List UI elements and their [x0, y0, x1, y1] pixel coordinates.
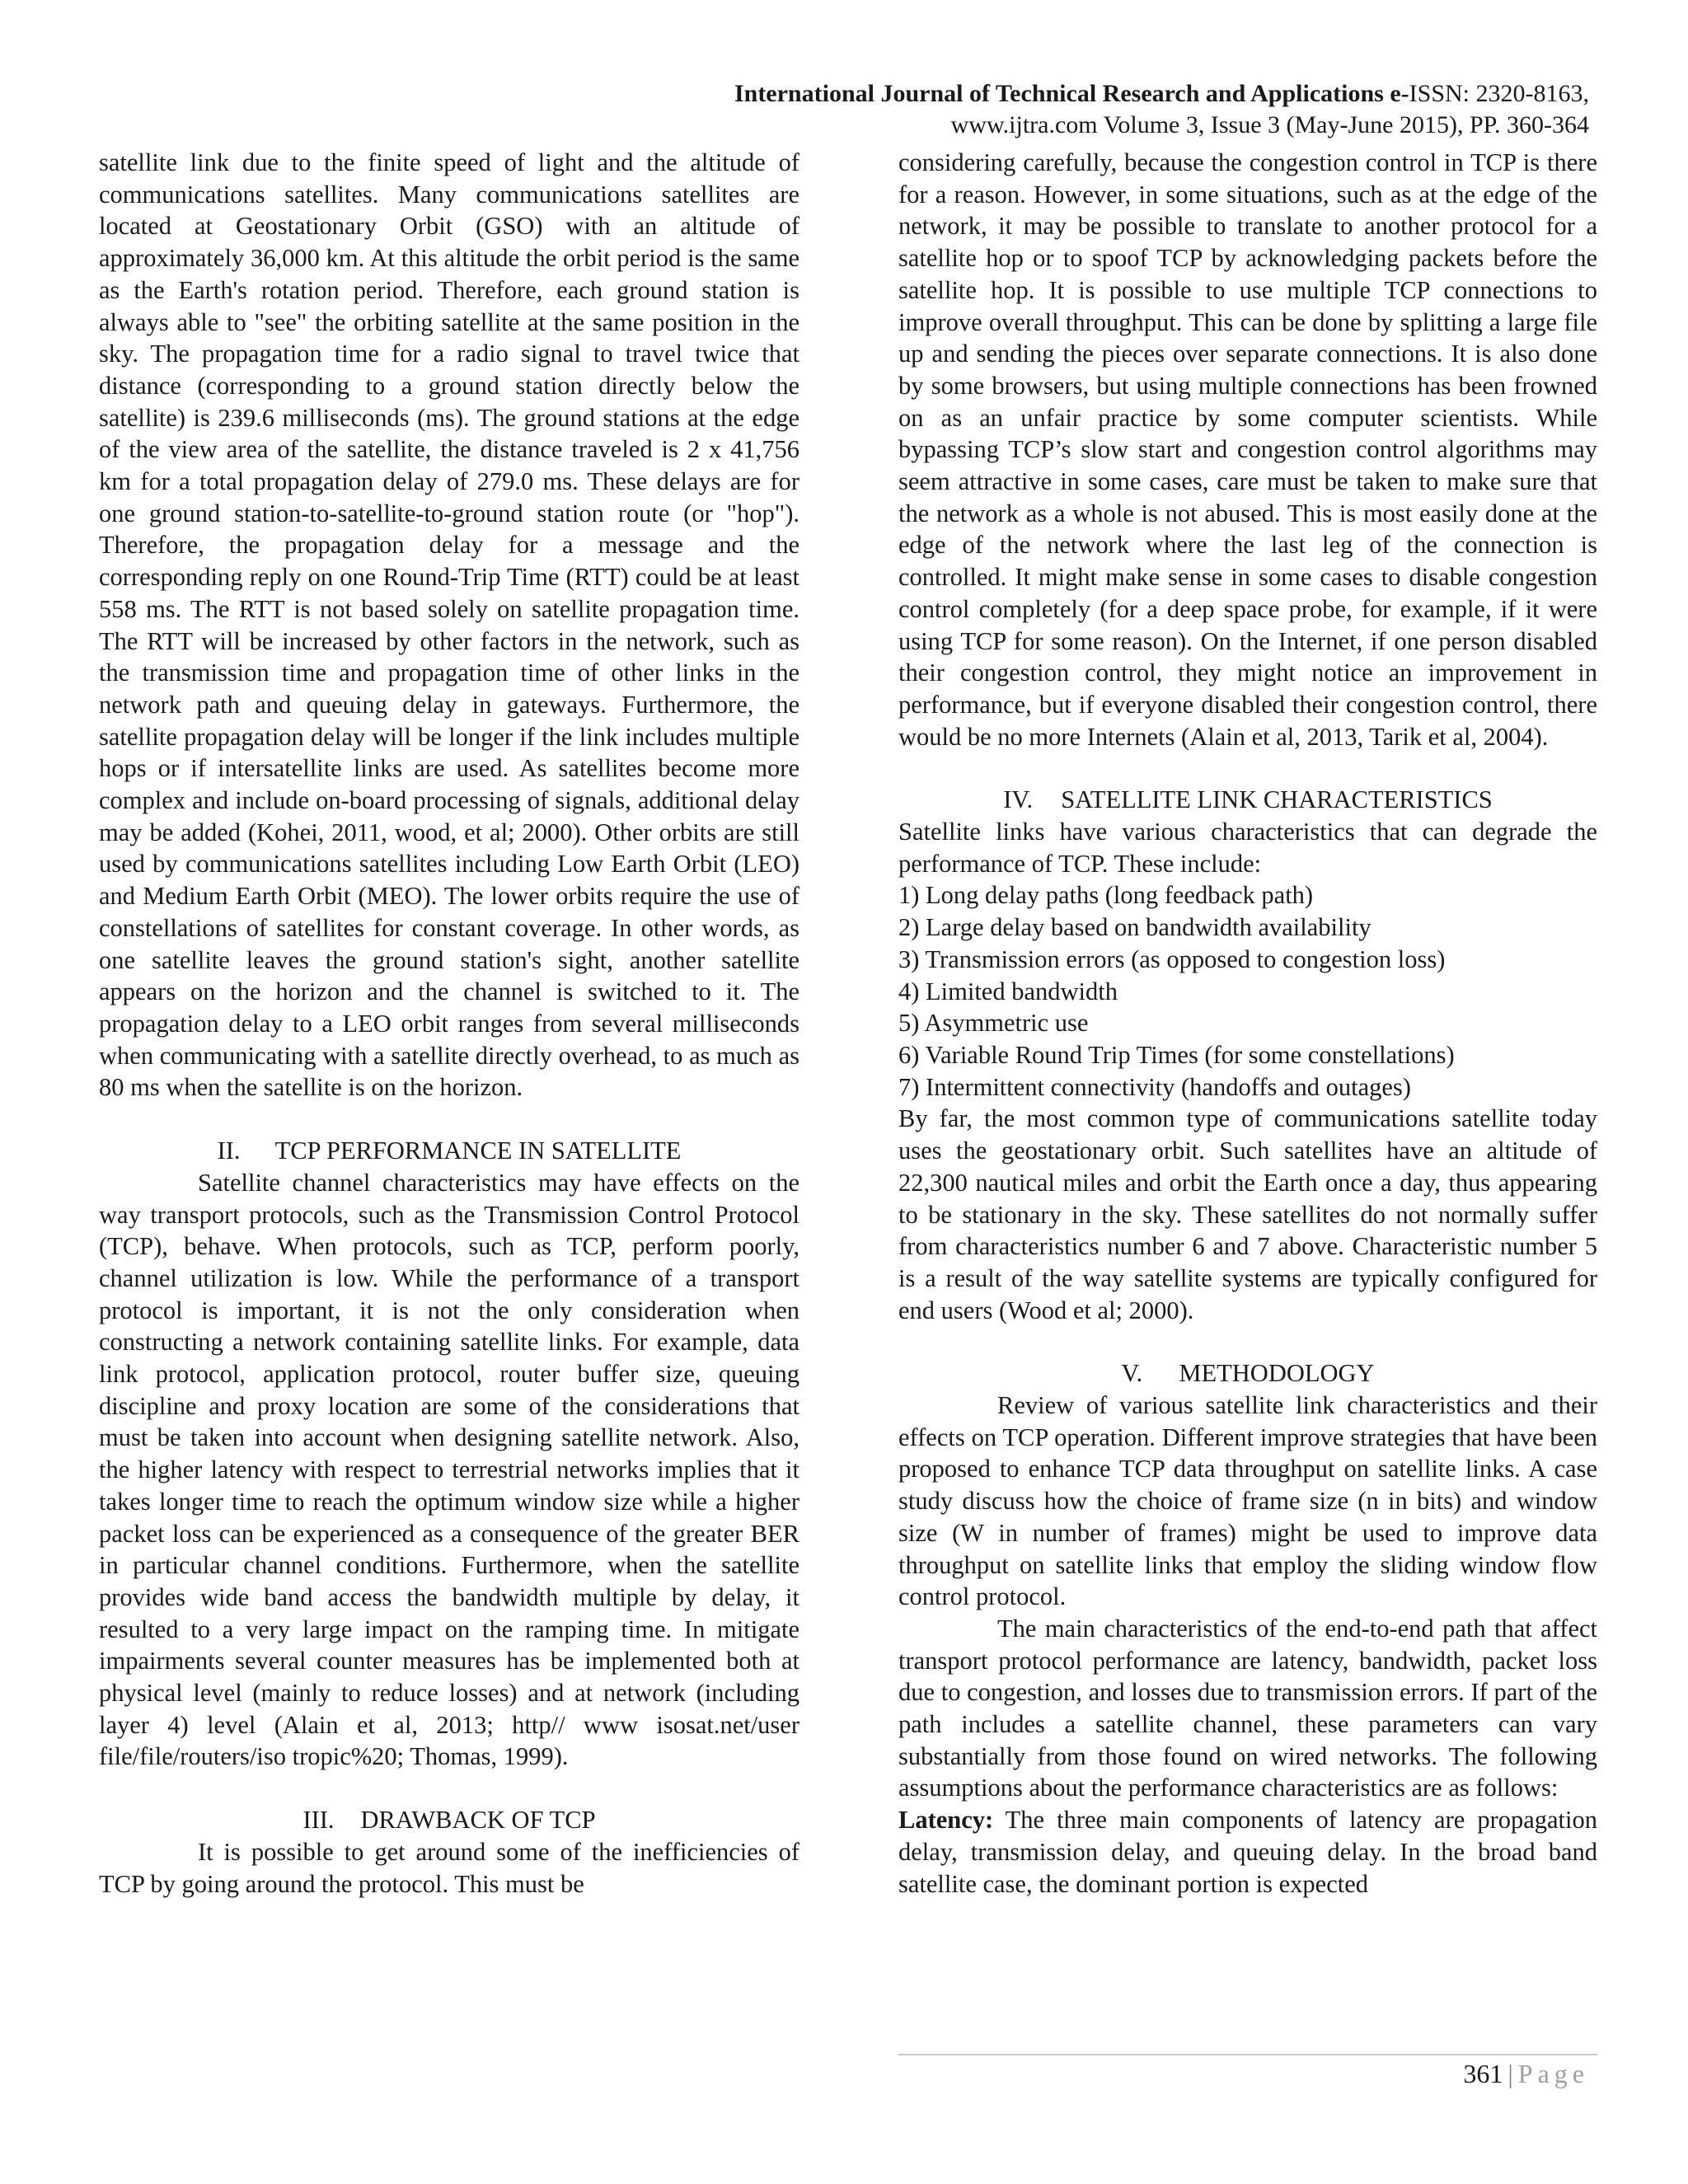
list-item: 6) Variable Round Trip Times (for some constellations)	[898, 1040, 1455, 1069]
latency-label: Latency:	[898, 1806, 994, 1835]
issn: ISSN: 2320-8163,	[1409, 80, 1589, 107]
section-heading-iv: IV. SATELLITE LINK CHARACTERISTICS	[1003, 785, 1493, 814]
characteristics-list	[898, 879, 1597, 1103]
paragraph: Satellite channel characteristics may have effects on the way transport protocols, such as the Transmission Control Protocol (TCP), behave. When protocols, such as TCP, perform poorly, channel utilization is low. While the performance of a transport protocol is important, it is not the only consideration when constructing a network containing satellite links. For example, data link protocol, application protocol, router buffer size, queuing discipline and proxy location are some of the considerations that must be taken into account when designing satellite network. Also, the higher latency with respect to terrestrial networks implies that it takes longer time to reach the optimum window size while a higher packet loss can be experienced as a consequence of the greater BER in particular channel conditions. Furthermore, when the satellite provides wide band access the bandwidth multiple by delay, it resulted to a very large impact on the ramping time. In mitigate impairments several counter measures has be implemented both at physical level (mainly to reduce losses) and at network (including layer 4) level (Alain et al, 2013; http// www isosat.net/user file/file/routers/iso tropic%20; Thomas, 1999).	[99, 1168, 799, 1771]
page-number: 361	[1463, 2059, 1503, 2088]
paragraph: Review of various satellite link characteristics and their effects on TCP operation. Different improve strategies that have been proposed to enhance TCP data throughput on satellite links. A case study discuss how the choice of frame size (n in bits) and window size (W in number of frames) might be used to improve data throughput on satellite links that employ the sliding window flow control protocol.	[898, 1391, 1597, 1611]
section-heading-ii: II. TCP PERFORMANCE IN SATELLITE	[217, 1137, 682, 1165]
section-heading-iii: III. DRAWBACK OF TCP	[302, 1806, 596, 1835]
paragraph-latency: Latency: The three main components of latency are propagation delay, transmission delay, and queuing delay. In the broad band satellite case, the dominant portion is expected	[898, 1806, 1597, 1898]
right-column	[898, 147, 1597, 1900]
paragraph: The main characteristics of the end-to-end path that affect transport protocol performance are latency, bandwidth, packet loss due to congestion, and losses due to transmission errors. If part of the path includes a satellite channel, these parameters can vary substantially from those found on wired networks. The following assumptions about the performance characteristics are as follows:	[898, 1614, 1597, 1802]
footer-rule	[898, 2054, 1597, 2055]
list-item: 1) Long delay paths (long feedback path)	[898, 881, 1314, 910]
list-item: 3) Transmission errors (as opposed to congestion loss)	[898, 944, 1446, 973]
paragraph: Satellite links have various characteristics that can degrade the performance of TCP. These include:	[898, 818, 1597, 878]
paragraph: considering carefully, because the congestion control in TCP is there for a reason. However, in some situations, such as at the edge of the network, it may be possible to translate to another protocol for a satellite hop or to spoof TCP by acknowledging packets before the satellite hop. It is possible to use multiple TCP connections to improve overall throughput. This can be done by splitting a large file up and sending the pieces over separate connections. It is also done by some browsers, but using multiple connections has been frowned on as an unfair practice by some computer scientists. While bypassing TCP’s slow start and congestion control algorithms may seem attractive in some cases, care must be taken to make sure that the network as a whole is not abused. This is most easily done at the edge of the network where the last leg of the connection is controlled. It might make sense in some cases to disable congestion control completely (for a deep space probe, for example, if it were using TCP for some reason). On the Internet, if one person disabled their congestion control, they might notice an improvement in performance, but if everyone disabled their congestion control, there would be no more Internets (Alain et al, 2013, Tarik et al, 2004).	[898, 148, 1597, 751]
running-header	[682, 78, 1589, 141]
section-heading-v: V. METHODOLOGY	[1121, 1359, 1375, 1388]
footer-separator: |	[1507, 2059, 1513, 2088]
journal-title: International Journal of Technical Research and Applications e-	[734, 80, 1409, 107]
paragraph: satellite link due to the finite speed of light and the altitude of communications satellites. Many communications satellites are located at Geostationary Orbit (GSO) with an altitude of approximately 36,000 km. At this altitude the orbit period is the same as the Earth's rotation period. Therefore, each ground station is always able to "see" the orbiting satellite at the same position in the sky. The propagation time for a radio signal to travel twice that distance (corresponding to a ground station directly below the satellite) is 239.6 milliseconds (ms). The ground stations at the edge of the view area of the satellite, the distance traveled is 2 x 41,756 km for a total propagation delay of 279.0 ms. These delays are for one ground station-to-satellite-to-ground station route (or "hop"). Therefore, the propagation delay for a message and the corresponding reply on one Round-Trip Time (RTT) could be at least 558 ms. The RTT is not based solely on satellite propagation time. The RTT will be increased by other factors in the network, such as the transmission time and propagation time of other links in the network path and queuing delay in gateways. Furthermore, the satellite propagation delay will be longer if the link includes multiple hops or if intersatellite links are used. As satellites become more complex and include on-board processing of signals, additional delay may be added (Kohei, 2011, wood, et al; 2000). Other orbits are still used by communications satellites including Low Earth Orbit (LEO) and Medium Earth Orbit (MEO). The lower orbits require the use of constellations of satellites for constant coverage. In other words, as one satellite leaves the ground station's sight, another satellite appears on the horizon and the channel is switched to it. The propagation delay to a LEO orbit ranges from several milliseconds when communicating with a satellite directly overhead, to as much as 80 ms when the satellite is on the horizon.	[99, 148, 799, 1102]
paragraph: By far, the most common type of communications satellite today uses the geostationary orbit. Such satellites have an altitude of 22,300 nautical miles and orbit the Earth once a day, thus appearing to be stationary in the sky. These satellites do not normally suffer from characteristics number 6 and 7 above. Characteristic number 5 is a result of the way satellite systems are typically configured for end users (Wood et al; 2000).	[898, 1104, 1597, 1324]
list-item: 4) Limited bandwidth	[898, 977, 1118, 1005]
left-column	[99, 147, 799, 1900]
header-line-1	[682, 78, 1589, 110]
page-word: Page	[1517, 2059, 1589, 2088]
list-item: 5) Asymmetric use	[898, 1009, 1089, 1038]
page-footer	[1463, 2057, 1589, 2090]
header-line-2: www.ijtra.com Volume 3, Issue 3 (May-June 2015), PP. 360-364	[950, 111, 1589, 138]
list-item: 7) Intermittent connectivity (handoffs and outages)	[898, 1072, 1411, 1101]
list-item: 2) Large delay based on bandwidth availability	[898, 913, 1372, 942]
paragraph: It is possible to get around some of the inefficiencies of TCP by going around the protocol. This must be	[99, 1837, 799, 1898]
